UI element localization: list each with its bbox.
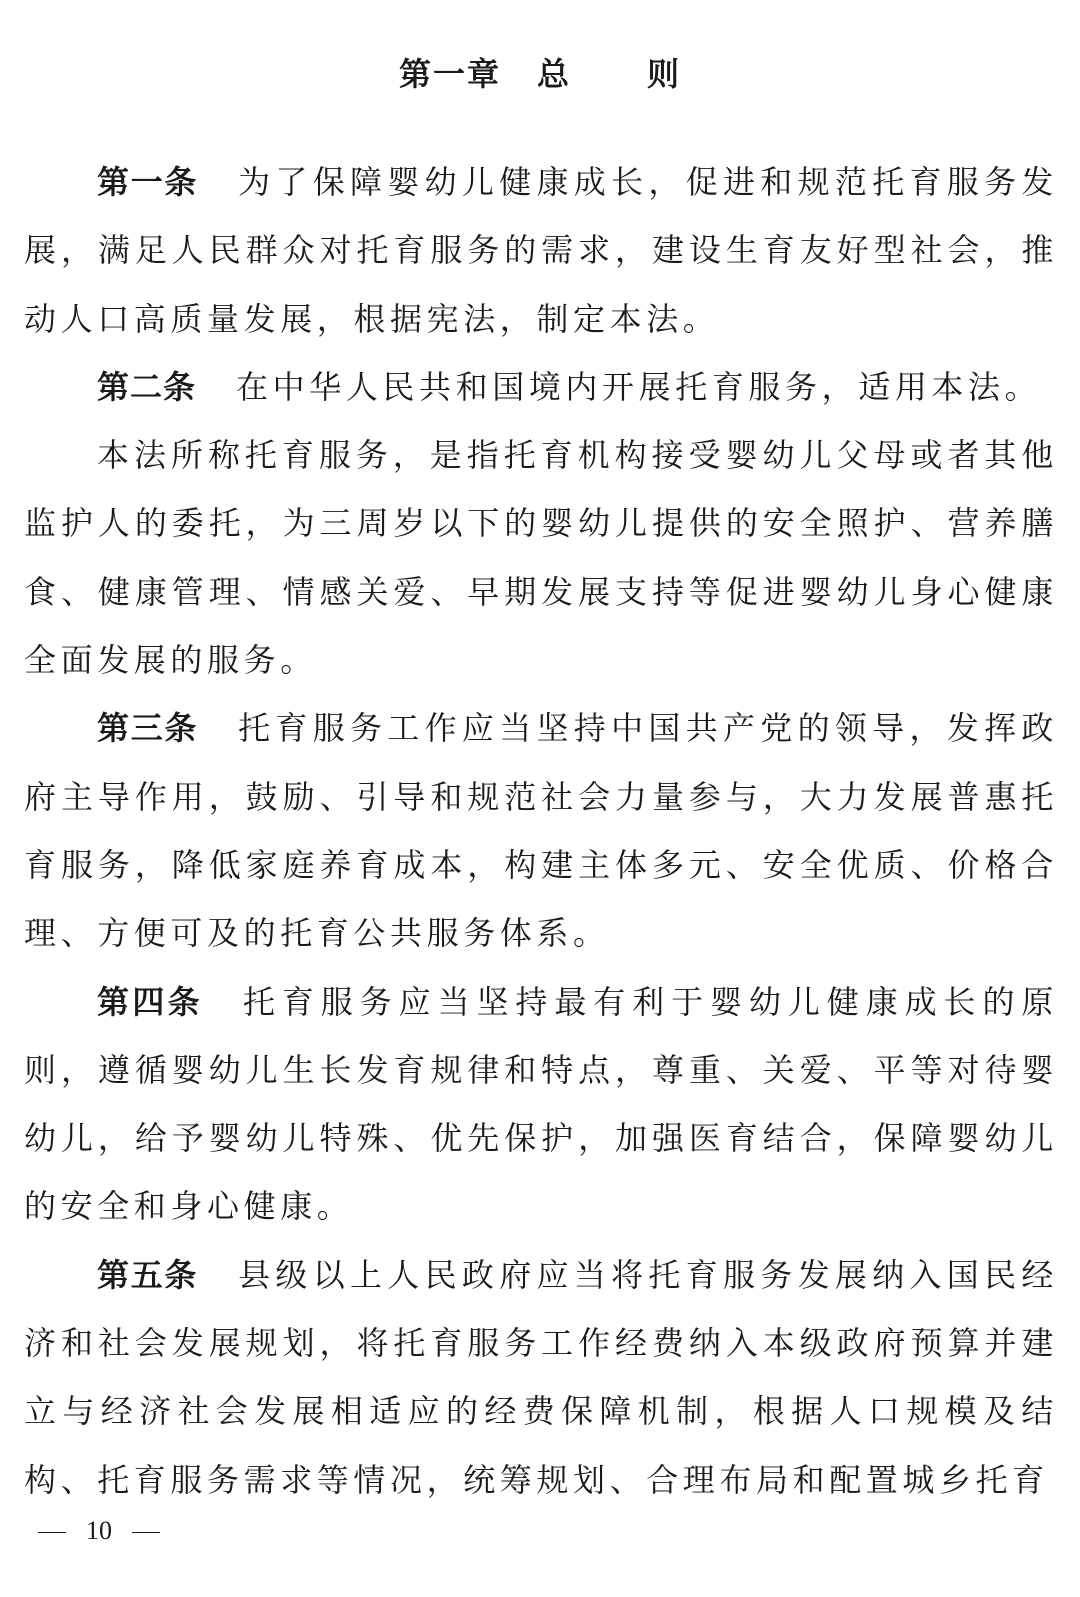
chapter-title-char-1: 总 bbox=[536, 55, 571, 93]
article-text: 在中华人民共和国境内开展托育服务，适用本法。 bbox=[236, 367, 1042, 406]
page-number: 10 bbox=[86, 1516, 112, 1545]
page-footer bbox=[38, 1514, 160, 1548]
chapter-number: 第一章 bbox=[398, 55, 501, 93]
article-text: 为了保障婴幼儿健康成长，促进和规范托育服务发展，满足人民群众对托育服务的需求，建设生育友好型社会，推动人口高质量发展，根据宪法，制定本法。 bbox=[24, 163, 1058, 338]
article-1 bbox=[24, 148, 1058, 353]
article-4 bbox=[24, 968, 1058, 1241]
article-text: 县级以上人民政府应当将托育服务发展纳入国民经济和社会发展规划，将托育服务工作经费纳入本级政府预算并建立与经济社会发展相适应的经费保障机制，根据人口规模及结构、托育服务需求等情况，统筹规划、合理布局和配置城乡托育 bbox=[24, 1255, 1058, 1499]
article-label: 第三条 bbox=[97, 709, 199, 748]
article-label: 第五条 bbox=[97, 1255, 199, 1294]
article-label: 第四条 bbox=[97, 982, 203, 1021]
chapter-title-char-2: 则 bbox=[647, 55, 682, 93]
article-label: 第一条 bbox=[97, 163, 199, 201]
article-text: 本法所称托育服务，是指托育机构接受婴幼儿父母或者其他监护人的委托，为三周岁以下的婴幼儿提供的安全照护、营养膳食、健康管理、情感关爱、早期发展支持等促进婴幼儿身心健康全面发展的服务。 bbox=[24, 436, 1058, 680]
article-label: 第二条 bbox=[97, 367, 197, 406]
article-text: 托育服务工作应当坚持中国共产党的领导，发挥政府主导作用，鼓励、引导和规范社会力量参与，大力发展普惠托育服务，降低家庭养育成本，构建主体多元、安全优质、价格合理、方便可及的托育公共服务体系。 bbox=[24, 709, 1058, 953]
article-2 bbox=[24, 353, 1058, 421]
article-2-paragraph-2 bbox=[24, 421, 1058, 694]
chapter-body bbox=[24, 148, 1058, 1514]
article-text: 托育服务应当坚持最有利于婴幼儿健康成长的原则，遵循婴幼儿生长发育规律和特点，尊重、关爱、平等对待婴幼儿，给予婴幼儿特殊、优先保护，加强医育结合，保障婴幼儿的安全和身心健康。 bbox=[24, 982, 1058, 1226]
footer-dash-right bbox=[132, 1532, 160, 1533]
article-5 bbox=[24, 1241, 1058, 1514]
chapter-heading bbox=[0, 52, 1080, 96]
footer-dash-left bbox=[38, 1532, 66, 1533]
article-3 bbox=[24, 694, 1058, 967]
